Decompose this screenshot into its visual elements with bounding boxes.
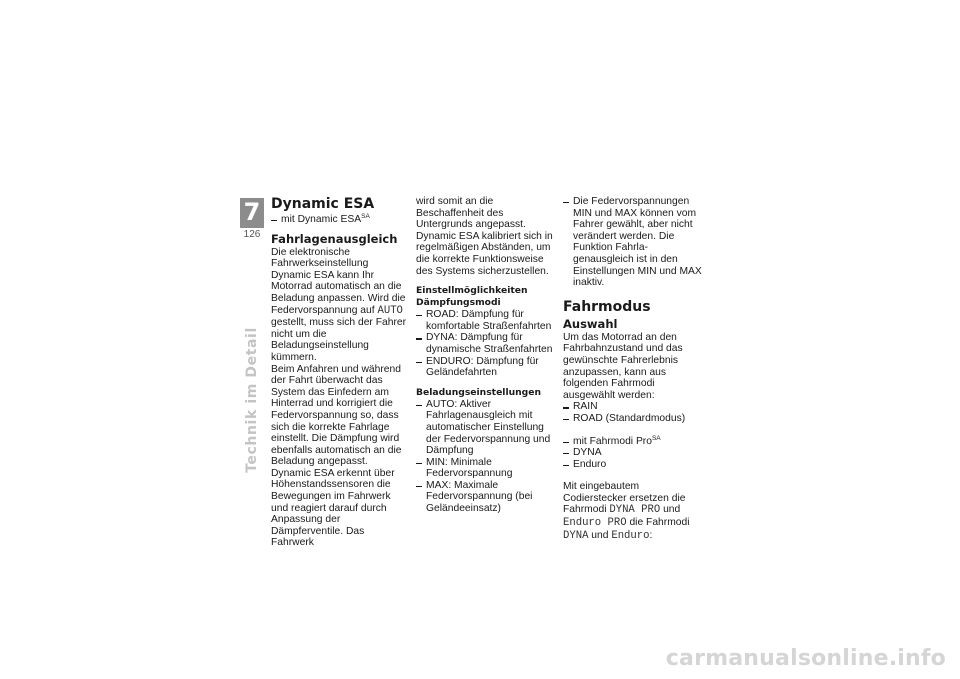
chapter-title-text: Technik im Detail: [244, 327, 260, 473]
subheading-fahrlagenausgleich: Fahrlagenausgleich: [271, 231, 398, 246]
column-2: [416, 196, 554, 515]
list-item: RAIN: [563, 401, 703, 413]
list-item: ROAD (Standardmodus): [563, 413, 703, 425]
list-item: DYNA: [563, 447, 703, 459]
paragraph-esa-intro: Die elektronische Fahrwerkseinstellung Dynamic ESA kann Ihr Motorrad automatisch an die Beladung anpassen. Wird die Federvorspannung auf AUTO gestellt, muss sich der Fahrer nicht um die Beladungseinstellung kümmern.: [271, 246, 407, 363]
mode-list: [563, 401, 703, 424]
code-enduro: Enduro: [611, 529, 650, 542]
paragraph-esa-driving: Beim Anfahren und während der Fahrt überwacht das System das Einfedern am Hinterrad und korrigiert die Federvorspannung so, dass sich die korrekte Fahrlage einstellt. Die Dämpfung wird ebenfalls automatisch an die Beladung angepasst.: [271, 363, 402, 468]
paragraph-esa-calibration: wird somit an die Beschaffenheit des Untergrunds angepasst. Dynamic ESA kalibriert sich in regelmäßigen Abständen, um die korrekte Funktionsweise des Systems sicherzustellen.: [416, 196, 553, 277]
note-list: [563, 196, 703, 289]
sa-tag: SA: [361, 213, 370, 220]
sa-list: [271, 214, 409, 226]
section-heading-dynamic-esa: Dynamic ESA: [271, 196, 375, 212]
code-auto: AUTO: [377, 304, 403, 317]
pro-item: mit Fahrmodi Pro$^{SA}$: [563, 436, 703, 448]
list-item: ROAD: Dämpfung für komfortable Straßenfahrten: [416, 309, 554, 332]
sa-item: mit Dynamic $ESA^{SA}$: [271, 214, 409, 226]
load-setting-list: [416, 399, 554, 515]
list-item: Die Federvorspannungen MIN und MAX können vom Fahrer gewählt, aber nicht verändert werden. Die Funktion Fahrlagenausgleich ist in den Einstellungen MIN und MAX inaktiv.: [563, 196, 703, 289]
heading-beladungseinstellungen: Beladungseinstellungen: [416, 386, 542, 398]
spacer: [563, 470, 703, 481]
sa-tag: SA: [651, 434, 661, 442]
code-dyna: DYNA: [563, 529, 589, 542]
paragraph-esa-sensors: Dynamic ESA erkennt über Höhenstandssensoren die Bewegungen im Fahrwerk und reagiert darauf durch Anpassung der Dämpferventile. Das Fahrwerk: [271, 467, 395, 549]
section-heading-fahrmodus: Fahrmodus: [563, 298, 651, 315]
pro-mode-list: [563, 436, 703, 471]
subheading-auswahl: Auswahl: [563, 316, 618, 331]
code-dyna-pro: DYNA PRO: [609, 504, 661, 517]
list-item: MIN: Minimale Federvorspannung: [416, 457, 554, 480]
list-item: ENDURO: Dämpfung für Geländefahrten: [416, 356, 554, 379]
list-item: AUTO: Aktiver Fahrlagenausgleich mit automatischer Einstellung der Federvorspannung und Dämpfung: [416, 399, 554, 457]
chapter-tab: [240, 198, 264, 241]
watermark: carmanualsonline.info: [665, 646, 946, 671]
spacer: [563, 425, 703, 436]
heading-einstellmoeglichkeiten: Einstellmöglichkeiten: [416, 285, 528, 297]
heading-daempfungsmodi: Dämpfungsmodi: [416, 297, 501, 309]
paragraph-coding-plug: Mit eingebautem Codierstecker ersetzen die Fahrmodi DYNA PRO und Enduro PRO die Fahrmodi DYNA und Enduro:: [563, 481, 690, 542]
column-1: [271, 196, 409, 549]
list-item: Enduro: [563, 459, 703, 471]
column-3: [563, 196, 703, 542]
list-item: DYNA: Dämpfung für dynamische Straßenfahrten: [416, 332, 554, 355]
page-number: 126: [243, 229, 261, 240]
list-item: MAX: Maximale Federvorspannung (bei Geländeeinsatz): [416, 480, 554, 515]
chapter-number: 7: [240, 198, 264, 228]
paragraph-fahrmodus-intro: Um das Motorrad an den Fahrbahnzustand und das gewünschte Fahrerlebnis anzupassen, kann aus folgenden Fahrmodi ausgewählt werden:: [563, 331, 683, 401]
code-enduro-pro: Enduro PRO: [563, 517, 627, 530]
damping-mode-list: [416, 309, 554, 379]
